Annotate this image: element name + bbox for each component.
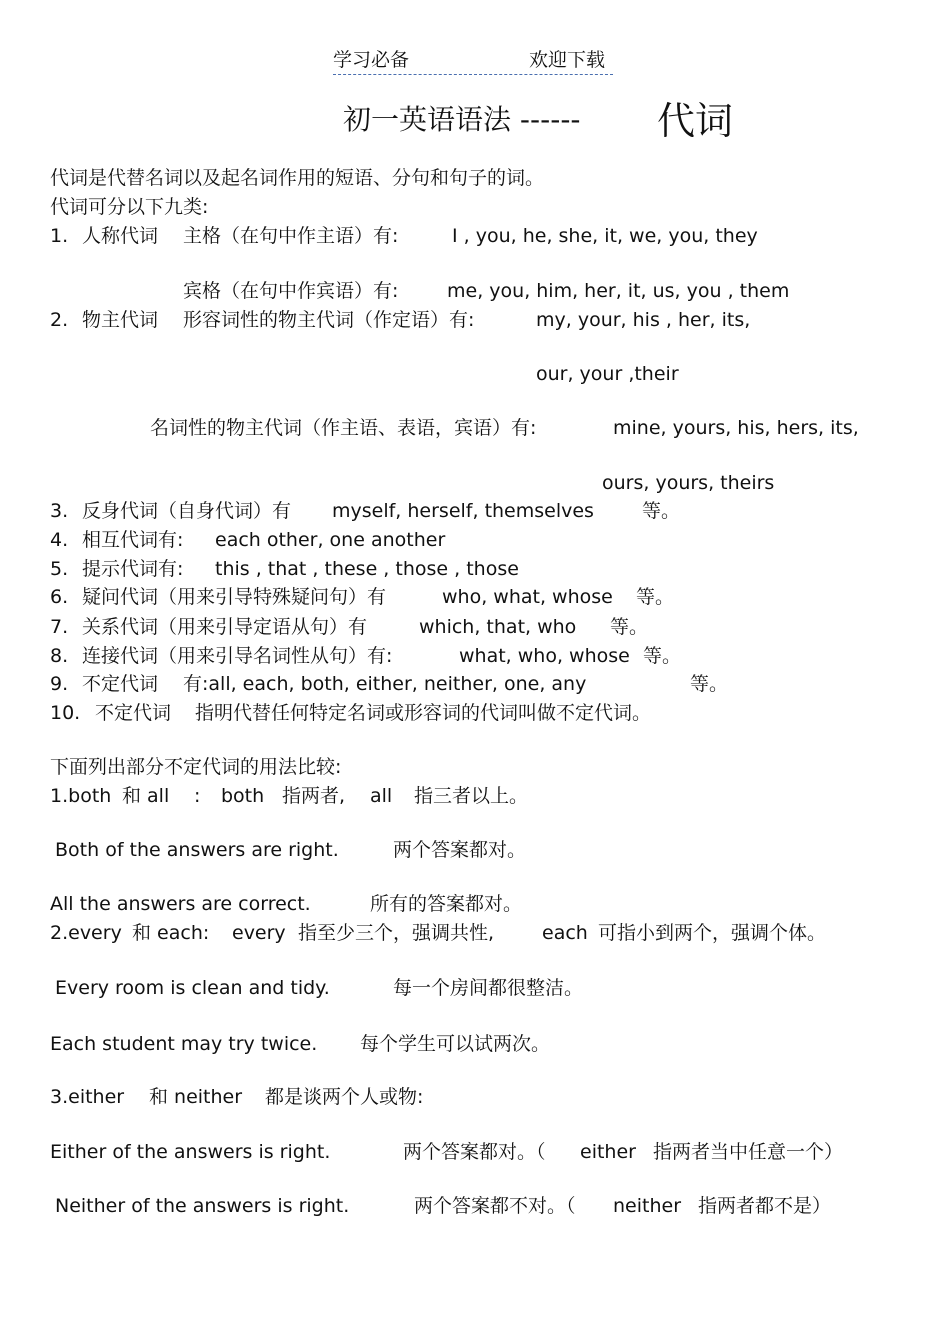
compare-1-example-2-en: All the answers are correct. (50, 893, 311, 915)
compare-1-example-1-zh: 两个答案都对。 (393, 839, 527, 861)
compare-3-example-1-word: either (580, 1141, 636, 1163)
compare-3-example-1-note: 指两者当中任意一个） (653, 1141, 844, 1163)
item-2-sub2: 名词性的物主代词（作主语、表语，宾语）有: (150, 417, 537, 439)
item-3-end: 等。 (642, 500, 681, 522)
compare-3-title: 3.either (50, 1086, 125, 1108)
compare-2-example-2-en: Each student may try twice. (50, 1033, 318, 1055)
compare-heading: 下面列出部分不定代词的用法比较: (50, 756, 342, 778)
item-6-value: who, what, whose (442, 586, 613, 608)
title-big: 代词 (657, 99, 734, 143)
item-1-value2: me, you, him, her, it, us, you , them (447, 280, 790, 302)
compare-1-example-2-zh: 所有的答案都对。 (370, 893, 523, 915)
compare-3-example-1-en: Either of the answers is right. (50, 1141, 331, 1163)
compare-2-example-1-en: Every room is clean and tidy. (55, 977, 330, 999)
item-9-end: 等。 (690, 673, 729, 695)
compare-1-a: both (221, 785, 265, 807)
compare-1-d: 指三者以上。 (414, 785, 529, 807)
item-1-sub2: 宾格（在句中作宾语）有: (183, 280, 399, 302)
item-2-value2b: ours, yours, theirs (602, 472, 775, 494)
item-4-value: each other, one another (215, 529, 446, 551)
item-7-value: which, that, who (419, 616, 577, 638)
item-8-end: 等。 (643, 645, 682, 667)
item-8-number: 8. (50, 645, 69, 667)
item-10-value: 指明代替任何特定名词或形容词的代词叫做不定代词。 (195, 702, 652, 724)
compare-2-d: 可指小到两个，强调个体。 (598, 922, 827, 944)
compare-1-c: all (370, 785, 393, 807)
item-1-value1: I , you, he, she, it, we, you, they (452, 225, 758, 247)
compare-2-a: every (232, 922, 286, 944)
item-5-number: 5. (50, 558, 69, 580)
item-6-text: 疑问代词（用来引导特殊疑问句）有 (82, 586, 387, 608)
item-7-text: 关系代词（用来引导定语从句）有 (82, 616, 368, 638)
intro-line-1: 代词是代替名词以及起名词作用的短语、分句和句子的词。 (50, 167, 545, 189)
item-7-end: 等。 (610, 616, 649, 638)
compare-1-colon: : (194, 785, 201, 807)
item-2-value1a: my, your, his , her, its, (536, 309, 751, 331)
compare-2-example-1-zh: 每一个房间都很整洁。 (393, 977, 584, 999)
compare-3-example-2-word: neither (613, 1195, 682, 1217)
item-3-value: myself, herself, themselves (332, 500, 594, 522)
item-9-text: 不定代词 (82, 673, 159, 695)
item-2-sub1: 形容词性的物主代词（作定语）有: (183, 309, 475, 331)
item-1-sub1: 主格（在句中作主语）有: (183, 225, 399, 247)
item-2-label: 物主代词 (82, 309, 159, 331)
item-2-value2a: mine, yours, his, hers, its, (613, 417, 859, 439)
compare-3-example-2-note: 指两者都不是） (698, 1195, 832, 1217)
compare-1-example-1-en: Both of the answers are right. (55, 839, 339, 861)
item-4-text: 相互代词有: (82, 529, 184, 551)
item-6-number: 6. (50, 586, 69, 608)
item-9-number: 9. (50, 673, 69, 695)
page-header (333, 48, 613, 75)
compare-3-example-2-en: Neither of the answers is right. (55, 1195, 350, 1217)
item-8-text: 连接代词（用来引导名词性从句）有: (82, 645, 393, 667)
item-10-text: 不定代词 (95, 702, 172, 724)
item-1-number: 1. (50, 225, 69, 247)
item-6-end: 等。 (636, 586, 675, 608)
compare-1-b: 指两者, (282, 785, 346, 807)
item-9-value: 有:all, each, both, either, neither, one, any (183, 673, 587, 695)
item-2-value1b: our, your ,their (536, 363, 679, 385)
item-2-number: 2. (50, 309, 69, 331)
compare-1-he: 和 all (122, 785, 170, 807)
item-7-number: 7. (50, 616, 69, 638)
compare-2-he: 和 each: (132, 922, 210, 944)
title-main: 初一英语语法 ------ (343, 103, 581, 136)
item-10-number: 10. (50, 702, 81, 724)
header-left: 学习必备 (333, 49, 410, 71)
intro-line-2: 代词可分以下九类: (50, 196, 209, 218)
compare-2-b: 指至少三个，强调共性, (298, 922, 495, 944)
item-1-label: 人称代词 (82, 225, 159, 247)
item-3-text: 反身代词（自身代词）有 (82, 500, 292, 522)
compare-3-he: 和 neither (149, 1086, 243, 1108)
item-3-number: 3. (50, 500, 69, 522)
item-5-text: 提示代词有: (82, 558, 184, 580)
compare-2-example-2-zh: 每个学生可以试两次。 (360, 1033, 551, 1055)
item-4-number: 4. (50, 529, 69, 551)
compare-3-desc: 都是谈两个人或物: (265, 1086, 424, 1108)
header-right: 欢迎下载 (529, 49, 606, 71)
compare-3-example-2-zh: 两个答案都不对。（ (414, 1195, 576, 1217)
item-5-value: this , that , these , those , those (215, 558, 519, 580)
compare-2-c: each (542, 922, 588, 944)
compare-1-title: 1.both (50, 785, 112, 807)
item-8-value: what, who, whose (459, 645, 630, 667)
compare-2-title: 2.every (50, 922, 122, 944)
compare-3-example-1-zh: 两个答案都对。（ (403, 1141, 546, 1163)
